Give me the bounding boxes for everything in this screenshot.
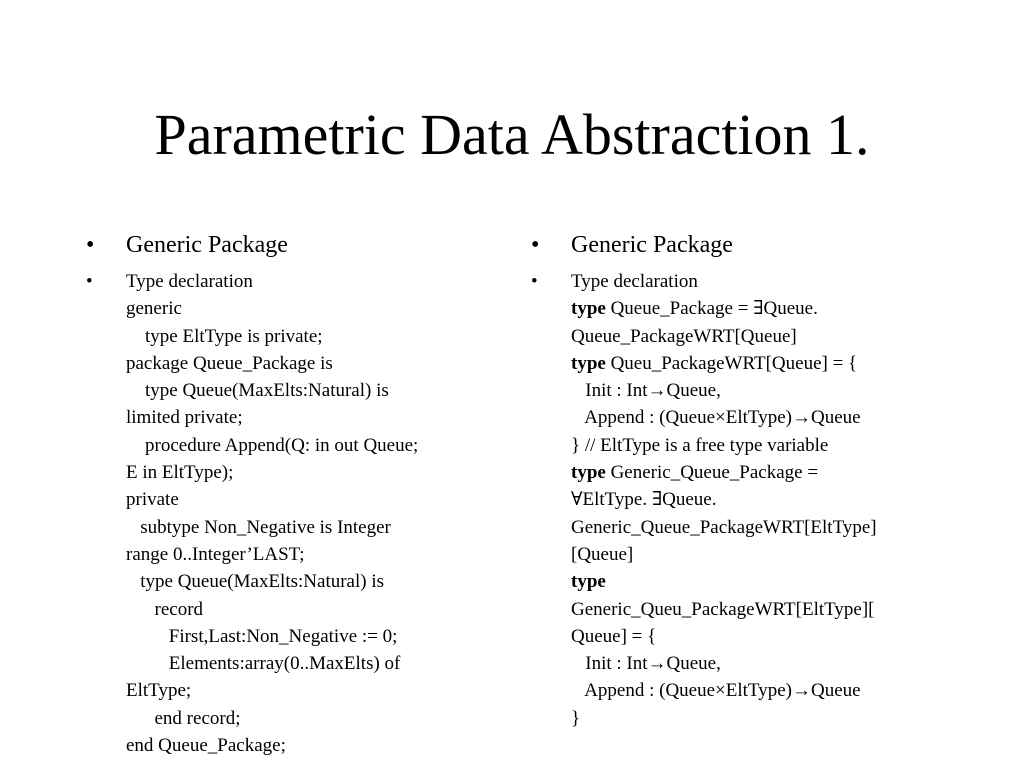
keyword: type xyxy=(571,298,606,320)
code-line xyxy=(571,705,931,732)
bullet-icon: • xyxy=(531,232,540,258)
code-text: } // EltType is a free type variable xyxy=(571,434,829,456)
code-text: Queue_PackageWRT[Queue] xyxy=(571,325,797,347)
code-text: [Queue] xyxy=(571,543,634,565)
code-text: } xyxy=(571,707,581,729)
code-line xyxy=(571,596,931,623)
bullet-icon: • xyxy=(86,232,95,258)
code-text: Init : Int→Queue, xyxy=(571,653,721,675)
code-line xyxy=(571,323,931,350)
code-line xyxy=(571,295,931,322)
code-line xyxy=(571,650,931,677)
code-line: type Queue(MaxElts:Natural) is xyxy=(126,380,389,402)
code-text: Generic_Queue_Package = xyxy=(605,462,819,484)
bullet-icon: • xyxy=(531,271,538,292)
code-line: subtype Non_Negative is Integer xyxy=(126,516,391,538)
code-line xyxy=(571,568,931,595)
code-line xyxy=(571,350,931,377)
code-line xyxy=(571,677,931,704)
code-line xyxy=(571,514,931,541)
code-line xyxy=(571,404,931,431)
code-line: private xyxy=(126,489,179,511)
left-heading-text: Generic Package xyxy=(126,232,288,258)
code-text: Append : (Queue×EltType)→Queue xyxy=(571,407,861,429)
bullet-icon: • xyxy=(86,271,93,292)
left-column xyxy=(86,230,486,759)
right-bullet-type-declaration xyxy=(531,268,931,732)
slide-title: Parametric Data Abstraction 1. xyxy=(154,102,870,167)
code-line xyxy=(571,432,931,459)
code-text: Init : Int→Queue, xyxy=(571,380,721,402)
code-text: Generic_Queue_PackageWRT[EltType] xyxy=(571,516,877,538)
code-text: Append : (Queue×EltType)→Queue xyxy=(571,680,861,702)
code-line: First,Last:Non_Negative := 0; xyxy=(126,625,398,647)
code-line xyxy=(571,541,931,568)
code-line: E in EltType); xyxy=(126,462,234,484)
code-line: Elements:array(0..MaxElts) of xyxy=(126,653,401,675)
code-line xyxy=(571,459,931,486)
code-text: Queue] = { xyxy=(571,625,657,647)
keyword: type xyxy=(571,352,606,374)
left-bullet-type-declaration xyxy=(86,268,486,759)
code-line: procedure Append(Q: in out Queue; xyxy=(126,434,419,456)
code-text: ∀EltType. ∃Queue. xyxy=(571,489,717,511)
code-line: range 0..Integer’LAST; xyxy=(126,543,305,565)
right-heading-text: Generic Package xyxy=(571,232,733,258)
right-bullet-heading xyxy=(531,230,931,260)
right-sub-label: Type declaration xyxy=(571,271,698,292)
code-line: type Queue(MaxElts:Natural) is xyxy=(126,571,385,593)
left-code-block xyxy=(126,295,486,759)
code-line xyxy=(571,486,931,513)
code-line: end record; xyxy=(126,707,241,729)
code-text: Queue_Package = ∃Queue. xyxy=(605,298,818,320)
code-line: generic xyxy=(126,298,182,320)
right-code-block xyxy=(571,295,931,732)
code-line: limited private; xyxy=(126,407,243,429)
code-line: EltType; xyxy=(126,680,192,702)
code-text: Generic_Queu_PackageWRT[EltType][ xyxy=(571,598,875,620)
code-line: package Queue_Package is xyxy=(126,352,333,374)
keyword: type xyxy=(571,571,606,593)
code-line: type EltType is private; xyxy=(126,325,323,347)
code-line xyxy=(571,623,931,650)
left-bullet-heading xyxy=(86,230,486,260)
code-line: record xyxy=(126,598,204,620)
code-text: Queu_PackageWRT[Queue] = { xyxy=(605,352,858,374)
code-line: end Queue_Package; xyxy=(126,735,286,757)
left-sub-label: Type declaration xyxy=(126,271,253,292)
code-line xyxy=(571,377,931,404)
right-column xyxy=(531,230,931,732)
keyword: type xyxy=(571,462,606,484)
